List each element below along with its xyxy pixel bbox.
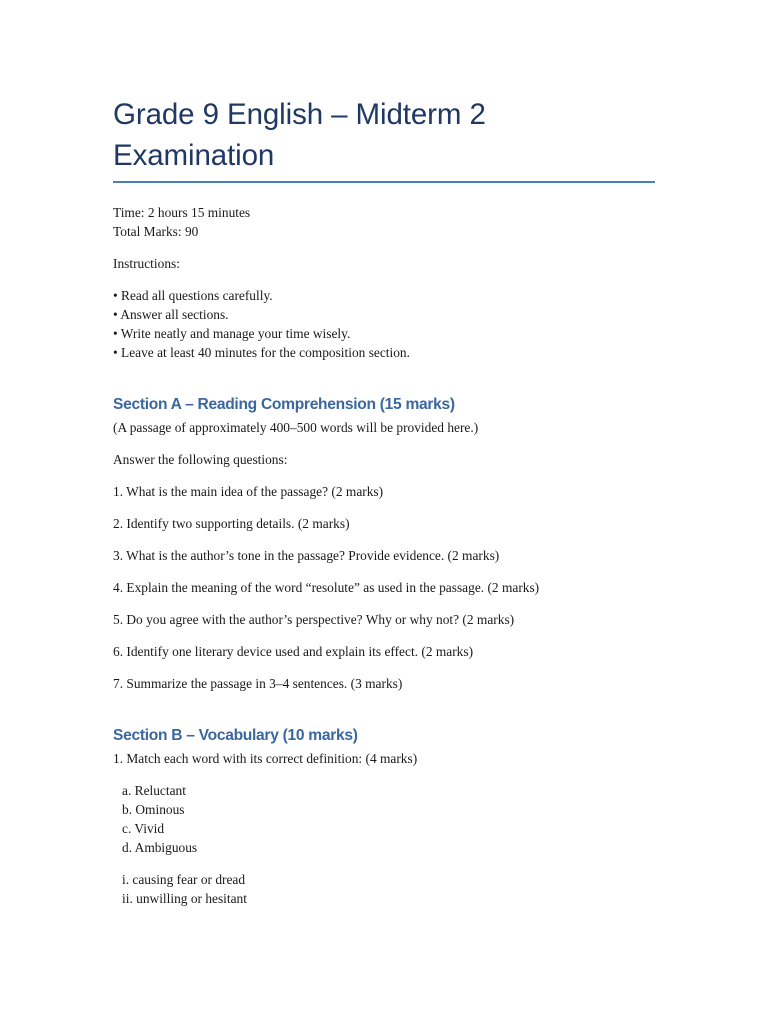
question-item: 1. What is the main idea of the passage? (2 marks) bbox=[113, 484, 384, 499]
exam-time: Time: 2 hours 15 minutes bbox=[113, 205, 251, 220]
exam-page bbox=[113, 94, 655, 908]
exam-total-marks: Total Marks: 90 bbox=[113, 224, 199, 239]
match-definition-item: i. causing fear or dread bbox=[122, 872, 246, 887]
question-item: 2. Identify two supporting details. (2 marks) bbox=[113, 516, 350, 531]
section-a-heading: Section A – Reading Comprehension (15 marks) bbox=[113, 396, 455, 413]
match-definitions-list bbox=[113, 870, 655, 908]
instruction-item: • Leave at least 40 minutes for the composition section. bbox=[113, 345, 410, 360]
match-words-list bbox=[113, 781, 655, 857]
exam-meta bbox=[113, 203, 655, 241]
question-item: 5. Do you agree with the author’s perspective? Why or why not? (2 marks) bbox=[113, 612, 515, 627]
match-word-item: d. Ambiguous bbox=[122, 840, 198, 855]
instruction-item: • Answer all sections. bbox=[113, 307, 229, 322]
match-definition-item: ii. unwilling or hesitant bbox=[122, 891, 247, 906]
question-item: 7. Summarize the passage in 3–4 sentences. (3 marks) bbox=[113, 676, 403, 691]
instruction-item: • Write neatly and manage your time wisely. bbox=[113, 326, 351, 341]
question-item: 4. Explain the meaning of the word “resolute” as used in the passage. (2 marks) bbox=[113, 580, 540, 595]
instructions-label: Instructions: bbox=[113, 256, 180, 271]
match-word-item: a. Reluctant bbox=[122, 783, 186, 798]
question-item: 6. Identify one literary device used and explain its effect. (2 marks) bbox=[113, 644, 474, 659]
section-b-question-1: 1. Match each word with its correct definition: (4 marks) bbox=[113, 751, 418, 766]
instruction-item: • Read all questions carefully. bbox=[113, 288, 273, 303]
title-line-1: Grade 9 English – Midterm 2 bbox=[113, 98, 486, 131]
instructions-list bbox=[113, 286, 655, 362]
section-a-answer-label: Answer the following questions: bbox=[113, 452, 288, 467]
question-item: 3. What is the author’s tone in the passage? Provide evidence. (2 marks) bbox=[113, 548, 500, 563]
page-title bbox=[113, 94, 655, 176]
match-word-item: b. Ominous bbox=[122, 802, 185, 817]
title-line-2: Examination bbox=[113, 139, 275, 172]
title-divider bbox=[113, 181, 655, 183]
match-word-item: c. Vivid bbox=[122, 821, 165, 836]
section-b-heading: Section B – Vocabulary (10 marks) bbox=[113, 727, 358, 744]
section-a-passage-note: (A passage of approximately 400–500 words will be provided here.) bbox=[113, 420, 479, 435]
